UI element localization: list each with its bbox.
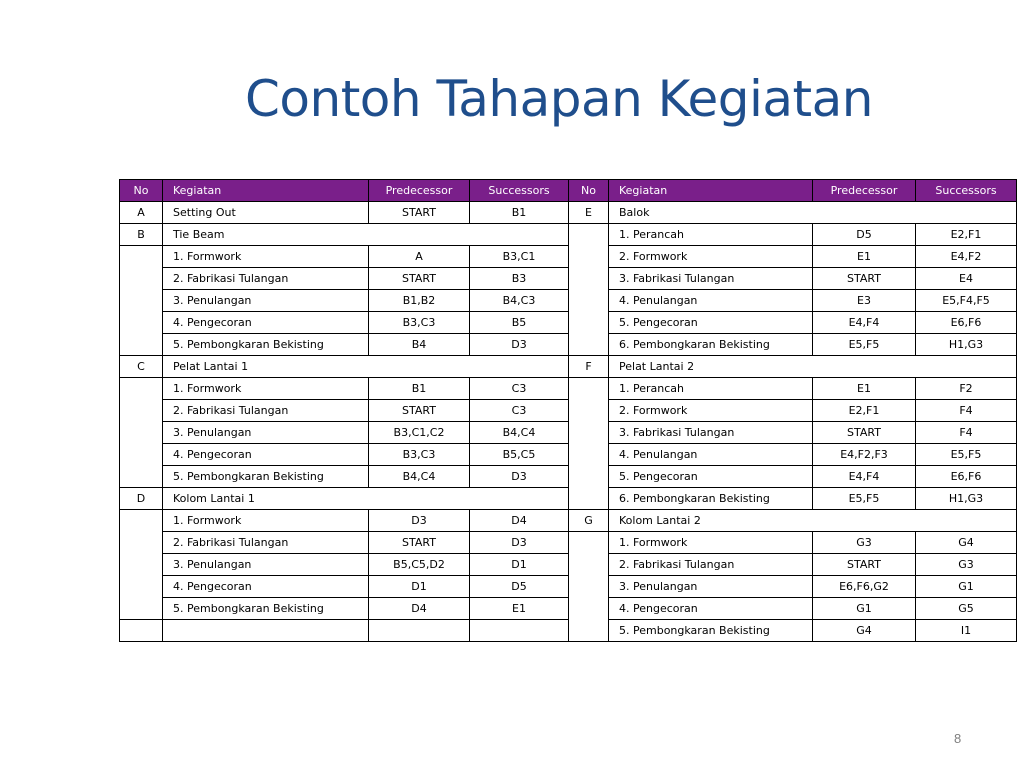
predecessor-cell: B4,C4 xyxy=(369,466,470,488)
activity-name: 2. Fabrikasi Tulangan xyxy=(163,400,369,422)
predecessor-cell: G3 xyxy=(813,532,916,554)
successor-cell: G1 xyxy=(916,576,1017,598)
table-row xyxy=(120,356,1017,378)
successor-cell: D3 xyxy=(470,532,569,554)
activity-code: B xyxy=(120,224,163,246)
activity-name: 3. Penulangan xyxy=(163,422,369,444)
table-row xyxy=(120,576,1017,598)
table-row xyxy=(120,510,1017,532)
header-successors: Successors xyxy=(916,180,1017,202)
empty-cell xyxy=(120,378,163,488)
page-title: Contoh Tahapan Kegiatan xyxy=(245,70,873,128)
table-row xyxy=(120,202,1017,224)
page-number: 8 xyxy=(954,731,962,746)
table-row xyxy=(120,466,1017,488)
successor-cell: F4 xyxy=(916,422,1017,444)
successor-cell: E5,F5 xyxy=(916,444,1017,466)
predecessor-cell: A xyxy=(369,246,470,268)
table-header-row xyxy=(120,180,1017,202)
predecessor-cell: START xyxy=(369,202,470,224)
header-kegiatan: Kegiatan xyxy=(609,180,813,202)
activity-name: 2. Formwork xyxy=(609,400,813,422)
activity-name: 6. Pembongkaran Bekisting xyxy=(609,488,813,510)
predecessor-cell: E4,F4 xyxy=(813,466,916,488)
group-name: Pelat Lantai 1 xyxy=(163,356,569,378)
empty-cell xyxy=(120,620,163,642)
activity-code: C xyxy=(120,356,163,378)
empty-cell xyxy=(470,620,569,642)
table-row xyxy=(120,400,1017,422)
empty-cell xyxy=(569,532,609,642)
activity-name: 5. Pengecoran xyxy=(609,466,813,488)
table-row xyxy=(120,290,1017,312)
activity-name: 2. Fabrikasi Tulangan xyxy=(163,532,369,554)
activity-name: 4. Pengecoran xyxy=(163,312,369,334)
predecessor-cell: E2,F1 xyxy=(813,400,916,422)
predecessor-cell: E4,F2,F3 xyxy=(813,444,916,466)
activity-name: 2. Fabrikasi Tulangan xyxy=(609,554,813,576)
predecessor-cell: B1 xyxy=(369,378,470,400)
successor-cell: B4,C4 xyxy=(470,422,569,444)
table-row xyxy=(120,378,1017,400)
activity-name: 6. Pembongkaran Bekisting xyxy=(609,334,813,356)
activity-name: 3. Penulangan xyxy=(163,290,369,312)
successor-cell: C3 xyxy=(470,400,569,422)
successor-cell: H1,G3 xyxy=(916,334,1017,356)
predecessor-cell: G4 xyxy=(813,620,916,642)
empty-cell xyxy=(120,510,163,620)
table-row xyxy=(120,422,1017,444)
table-row xyxy=(120,532,1017,554)
activity-name: 5. Pembongkaran Bekisting xyxy=(163,598,369,620)
successor-cell: D5 xyxy=(470,576,569,598)
predecessor-cell: D1 xyxy=(369,576,470,598)
predecessor-cell: B5,C5,D2 xyxy=(369,554,470,576)
predecessor-cell: D5 xyxy=(813,224,916,246)
group-name: Kolom Lantai 2 xyxy=(609,510,1017,532)
successor-cell: E1 xyxy=(470,598,569,620)
predecessor-cell: E5,F5 xyxy=(813,488,916,510)
group-name: Balok xyxy=(609,202,1017,224)
predecessor-cell: E3 xyxy=(813,290,916,312)
activity-code: E xyxy=(569,202,609,224)
activity-name: 1. Formwork xyxy=(163,378,369,400)
activity-name: 3. Penulangan xyxy=(163,554,369,576)
activity-code: A xyxy=(120,202,163,224)
header-predecessor: Predecessor xyxy=(369,180,470,202)
activity-name: 5. Pembongkaran Bekisting xyxy=(609,620,813,642)
predecessor-cell: START xyxy=(813,554,916,576)
table-row xyxy=(120,620,1017,642)
predecessor-cell: D3 xyxy=(369,510,470,532)
successor-cell: G4 xyxy=(916,532,1017,554)
table-row xyxy=(120,554,1017,576)
activity-name: 5. Pengecoran xyxy=(609,312,813,334)
activity-table xyxy=(119,179,1017,642)
predecessor-cell: E1 xyxy=(813,378,916,400)
activity-name: 5. Pembongkaran Bekisting xyxy=(163,334,369,356)
activity-name: 2. Fabrikasi Tulangan xyxy=(163,268,369,290)
table-row xyxy=(120,334,1017,356)
header-predecessor: Predecessor xyxy=(813,180,916,202)
empty-cell xyxy=(369,620,470,642)
predecessor-cell: START xyxy=(813,422,916,444)
predecessor-cell: E4,F4 xyxy=(813,312,916,334)
predecessor-cell: B4 xyxy=(369,334,470,356)
activity-name: 5. Pembongkaran Bekisting xyxy=(163,466,369,488)
successor-cell: D1 xyxy=(470,554,569,576)
table-row xyxy=(120,312,1017,334)
predecessor-cell: D4 xyxy=(369,598,470,620)
predecessor-cell: B3,C3 xyxy=(369,312,470,334)
predecessor-cell: START xyxy=(369,400,470,422)
successor-cell: D3 xyxy=(470,466,569,488)
activity-name: 4. Pengecoran xyxy=(163,576,369,598)
group-name: Kolom Lantai 1 xyxy=(163,488,569,510)
group-name: Pelat Lantai 2 xyxy=(609,356,1017,378)
predecessor-cell: B1,B2 xyxy=(369,290,470,312)
predecessor-cell: E6,F6,G2 xyxy=(813,576,916,598)
successor-cell: G3 xyxy=(916,554,1017,576)
activity-name: 2. Formwork xyxy=(609,246,813,268)
successor-cell: F4 xyxy=(916,400,1017,422)
successor-cell: H1,G3 xyxy=(916,488,1017,510)
table-row xyxy=(120,224,1017,246)
header-no: No xyxy=(569,180,609,202)
activity-name: 3. Penulangan xyxy=(609,576,813,598)
successor-cell: E6,F6 xyxy=(916,312,1017,334)
successor-cell: B1 xyxy=(470,202,569,224)
activity-name: 3. Fabrikasi Tulangan xyxy=(609,422,813,444)
successor-cell: B5,C5 xyxy=(470,444,569,466)
predecessor-cell: B3,C1,C2 xyxy=(369,422,470,444)
activity-name: 4. Pengecoran xyxy=(609,598,813,620)
successor-cell: B4,C3 xyxy=(470,290,569,312)
header-kegiatan: Kegiatan xyxy=(163,180,369,202)
successor-cell: F2 xyxy=(916,378,1017,400)
activity-name: 1. Formwork xyxy=(163,510,369,532)
activity-name: 4. Penulangan xyxy=(609,290,813,312)
table-row xyxy=(120,598,1017,620)
activity-name: 1. Perancah xyxy=(609,378,813,400)
successor-cell: E4,F2 xyxy=(916,246,1017,268)
activity-code: G xyxy=(569,510,609,532)
predecessor-cell: E1 xyxy=(813,246,916,268)
successor-cell: E2,F1 xyxy=(916,224,1017,246)
empty-cell xyxy=(120,246,163,356)
activity-name: 1. Formwork xyxy=(163,246,369,268)
group-name: Tie Beam xyxy=(163,224,569,246)
empty-cell xyxy=(569,378,609,510)
table-row xyxy=(120,488,1017,510)
activity-code: D xyxy=(120,488,163,510)
activity-name: 1. Perancah xyxy=(609,224,813,246)
empty-cell xyxy=(569,224,609,356)
activity-name: 4. Pengecoran xyxy=(163,444,369,466)
successor-cell: E6,F6 xyxy=(916,466,1017,488)
header-successors: Successors xyxy=(470,180,569,202)
successor-cell: E4 xyxy=(916,268,1017,290)
successor-cell: I1 xyxy=(916,620,1017,642)
successor-cell: C3 xyxy=(470,378,569,400)
table-row xyxy=(120,246,1017,268)
predecessor-cell: B3,C3 xyxy=(369,444,470,466)
predecessor-cell: E5,F5 xyxy=(813,334,916,356)
empty-cell xyxy=(163,620,369,642)
table-row xyxy=(120,268,1017,290)
successor-cell: B3,C1 xyxy=(470,246,569,268)
table-row xyxy=(120,444,1017,466)
predecessor-cell: START xyxy=(369,532,470,554)
successor-cell: B5 xyxy=(470,312,569,334)
successor-cell: B3 xyxy=(470,268,569,290)
successor-cell: D4 xyxy=(470,510,569,532)
successor-cell: D3 xyxy=(470,334,569,356)
activity-name: 4. Penulangan xyxy=(609,444,813,466)
activity-name: Setting Out xyxy=(163,202,369,224)
predecessor-cell: G1 xyxy=(813,598,916,620)
activity-code: F xyxy=(569,356,609,378)
predecessor-cell: START xyxy=(813,268,916,290)
predecessor-cell: START xyxy=(369,268,470,290)
successor-cell: G5 xyxy=(916,598,1017,620)
activity-name: 1. Formwork xyxy=(609,532,813,554)
successor-cell: E5,F4,F5 xyxy=(916,290,1017,312)
header-no: No xyxy=(120,180,163,202)
activity-name: 3. Fabrikasi Tulangan xyxy=(609,268,813,290)
